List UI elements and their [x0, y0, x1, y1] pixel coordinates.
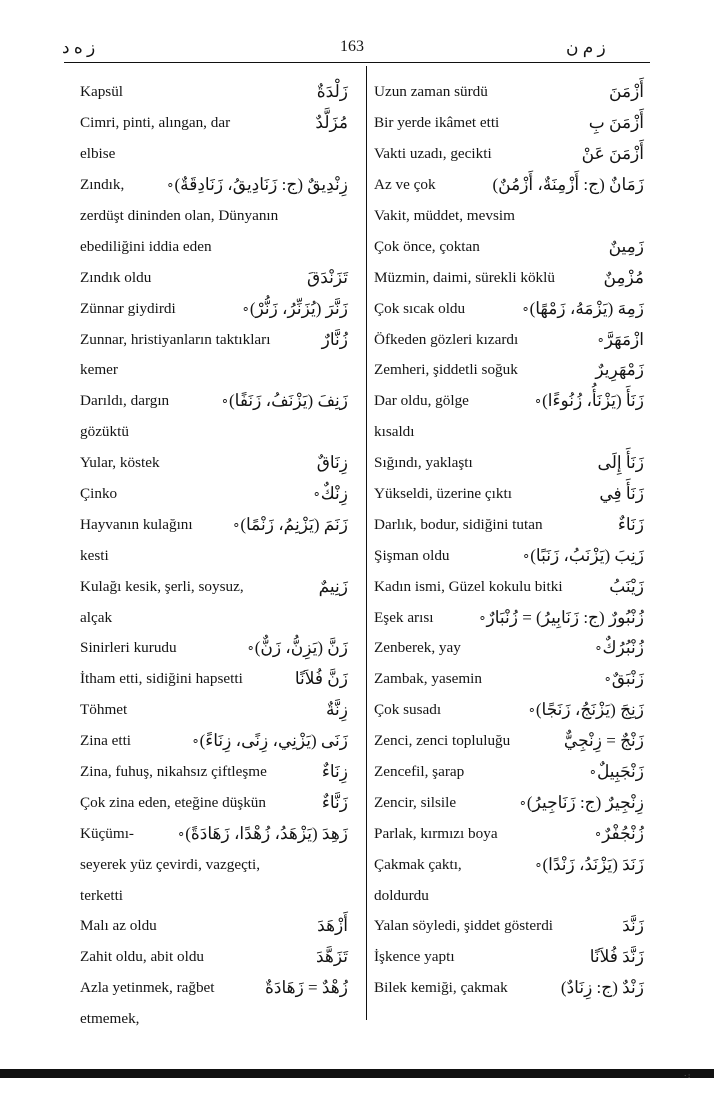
dictionary-line [80, 509, 348, 540]
dictionary-line [80, 77, 348, 108]
entry-bullet-icon: ∘ [518, 794, 527, 810]
scan-bottom-bar [0, 1069, 714, 1078]
dictionary-line [374, 602, 644, 633]
arabic-text: زِنْكٌ [320, 484, 348, 504]
arabic-headword [313, 479, 348, 510]
running-head-left: ز ه د [62, 38, 96, 57]
dictionary-line [80, 664, 348, 695]
turkish-definition: Cimri, pinti, alıngan, dar [80, 114, 231, 132]
turkish-definition: Darlık, bodur, sidiğini tutan [374, 515, 543, 533]
dictionary-line [374, 695, 644, 726]
arabic-text: زَنِفَ (يَزْنَفُ، زَنَفًا) [228, 391, 348, 411]
turkish-definition: Zina, fuhuş, nikahsız çiftleşme [80, 763, 267, 781]
turkish-definition: Bilek kemiği, çakmak [374, 979, 508, 997]
column-divider [366, 66, 367, 1020]
dictionary-line [374, 818, 644, 849]
arabic-text: زَنَأَ فِي [599, 484, 644, 504]
arabic-text: زُهْدٌ = زَهَادَةٌ [264, 978, 348, 998]
dictionary-line [80, 417, 348, 448]
dictionary-line [374, 973, 644, 1004]
arabic-text: زَنَى (يَزْنِي، زِنًى، زِنَاءً) [199, 731, 348, 751]
turkish-definition: alçak [80, 608, 113, 626]
arabic-headword [603, 262, 644, 293]
dictionary-line [80, 726, 348, 757]
dictionary-line [374, 293, 644, 324]
arabic-text: زَنِبَ (يَزْنَبُ، زَنَبًا) [530, 545, 644, 565]
dictionary-line [374, 571, 644, 602]
arabic-headword [317, 448, 348, 479]
turkish-definition: Kulağı kesik, şerli, soysuz, [80, 577, 244, 595]
arabic-text: زَمِهَ (يَزْمَهُ، زَمْهًا) [529, 298, 644, 318]
arabic-text: زَنَاءٌ [617, 514, 644, 534]
arabic-headword [265, 973, 348, 1004]
arabic-headword [618, 509, 644, 540]
turkish-definition: Çok zina eden, eteğine düşkün [80, 793, 266, 811]
turkish-definition: Zambak, yasemin [374, 670, 482, 688]
arabic-text: زَهِدَ (يَزْهَدُ، زُهْدًا، زَهَادَةً) [185, 823, 348, 843]
turkish-definition: kesti [80, 546, 109, 564]
dictionary-line [80, 602, 348, 633]
entry-bullet-icon: ∘ [166, 177, 175, 193]
turkish-definition: Öfkeden gözleri kızardı [374, 330, 519, 348]
arabic-headword [534, 849, 644, 880]
dictionary-line [80, 108, 348, 139]
turkish-definition: Çok sıcak oldu [374, 299, 466, 317]
arabic-headword [597, 324, 644, 355]
dictionary-line [374, 262, 644, 293]
arabic-text: أَزْمَنَ [609, 82, 644, 102]
turkish-definition: Vakit, müddet, mevsim [374, 207, 515, 224]
arabic-text: زَنَدَ (يَزْنَدُ، زَنْدًا) [542, 854, 644, 874]
arabic-text: زَمِينٌ [608, 236, 644, 256]
turkish-definition: Zencefil, şarap [374, 763, 465, 781]
entry-bullet-icon: ∘ [191, 733, 200, 749]
header-rule [64, 62, 650, 63]
entry-bullet-icon: ∘ [241, 300, 250, 316]
dictionary-line [80, 540, 348, 571]
arabic-headword [307, 262, 348, 293]
scan-speckle: · : [684, 1072, 691, 1080]
arabic-text: ازْمَهَرَّ [604, 329, 644, 349]
entry-bullet-icon: ∘ [588, 764, 597, 780]
dictionary-line [80, 1004, 348, 1035]
arabic-text: زَمْهَرِيرٌ [595, 360, 644, 380]
turkish-definition: Az ve çok [374, 176, 436, 194]
dictionary-line [374, 911, 644, 942]
entry-bullet-icon: ∘ [177, 825, 186, 841]
entry-bullet-icon: ∘ [312, 486, 321, 502]
dictionary-line [80, 942, 348, 973]
arabic-text: زِنْجِيرٌ (ج: زَنَاجِيرُ) [526, 792, 644, 812]
dictionary-line [374, 231, 644, 262]
turkish-definition: ebediliğini iddia eden [80, 237, 212, 255]
dictionary-line [374, 139, 644, 170]
entry-bullet-icon: ∘ [594, 640, 603, 656]
arabic-headword [242, 293, 348, 324]
dictionary-line [374, 726, 644, 757]
dictionary-line [80, 880, 348, 911]
dictionary-line [80, 293, 348, 324]
arabic-text: زَنَّ فُلاَنًا [294, 669, 348, 689]
arabic-text: زَنِجَ (يَزْنَجُ، زَنَجًا) [535, 700, 644, 720]
entry-bullet-icon: ∘ [522, 547, 531, 563]
dictionary-line [80, 787, 348, 818]
arabic-headword [232, 509, 348, 540]
arabic-text: زَنَّدَ [622, 916, 644, 936]
arabic-headword [594, 818, 644, 849]
arabic-headword [191, 726, 348, 757]
entry-bullet-icon: ∘ [232, 516, 241, 532]
arabic-headword [604, 664, 644, 695]
turkish-definition: Müzmin, daimi, sürekli köklü [374, 268, 555, 286]
arabic-text: أَزْمَنَ بِ [588, 113, 644, 133]
arabic-text: أَزْمَنَ عَنْ [581, 144, 644, 164]
arabic-headword [561, 973, 644, 1004]
turkish-definition: Kapsül [80, 83, 124, 101]
dictionary-line [374, 355, 644, 386]
dictionary-line [80, 201, 348, 232]
dictionary-line [374, 448, 644, 479]
turkish-definition: Töhmet [80, 701, 128, 719]
arabic-headword [609, 571, 644, 602]
arabic-text: مُزْمِنٌ [603, 267, 644, 287]
dictionary-line [80, 139, 348, 170]
dictionary-line [374, 108, 644, 139]
dictionary-line [80, 262, 348, 293]
entry-bullet-icon: ∘ [533, 393, 543, 409]
arabic-text: زَنْبَقٌ [611, 669, 644, 689]
running-head-right: ز م ن [566, 38, 606, 57]
arabic-headword [319, 571, 348, 602]
turkish-definition: Sinirleri kurudu [80, 639, 177, 657]
dictionary-line [374, 509, 644, 540]
turkish-definition: Uzun zaman sürdü [374, 83, 488, 101]
arabic-text: زُنْبُورٌ (ج: زَنَابِيرُ) = زُنْبَارٌ [486, 607, 644, 627]
arabic-text: زِنَاقٌ [316, 453, 348, 473]
dictionary-line [80, 386, 348, 417]
arabic-text: زُنْجُفْرٌ [602, 823, 644, 843]
arabic-headword [322, 757, 348, 788]
arabic-text: زَيْنَبُ [609, 576, 644, 596]
turkish-definition: Azla yetinmek, rağbet [80, 979, 215, 997]
turkish-definition: Vakti uzadı, gecikti [374, 145, 492, 163]
arabic-headword [166, 170, 348, 201]
arabic-headword [322, 324, 348, 355]
arabic-headword [589, 757, 644, 788]
arabic-headword [317, 77, 348, 108]
arabic-text: زَنَمَ (يَزْنِمُ، زَنْمًا) [240, 514, 348, 534]
arabic-headword [622, 911, 644, 942]
arabic-text: زُنْبُرُكٌ [602, 638, 644, 658]
arabic-text: زَنَّاءٌ [321, 792, 348, 812]
dictionary-line [80, 757, 348, 788]
arabic-headword [564, 726, 644, 757]
dictionary-line [374, 77, 644, 108]
dictionary-line [80, 479, 348, 510]
turkish-definition: elbise [80, 145, 116, 163]
arabic-text: تَزَهَّدَ [316, 947, 348, 967]
entry-bullet-icon: ∘ [478, 609, 487, 625]
arabic-text: زِنَّةٌ [325, 700, 348, 720]
arabic-headword [534, 386, 644, 417]
arabic-text: زَنَّ (يَزِنُّ، زَنٌّ) [254, 638, 348, 658]
entry-bullet-icon: ∘ [527, 702, 536, 718]
arabic-text: زِنْدِيقٌ (ج: زَنَادِيقُ، زَنَادِقَةٌ) [174, 175, 348, 195]
arabic-text: زَنَأَ إِلَى [597, 453, 644, 473]
turkish-definition: İtham etti, sidiğini hapsetti [80, 670, 243, 688]
turkish-definition: Zındık oldu [80, 268, 152, 286]
arabic-headword [317, 911, 348, 942]
left-column [80, 77, 348, 1035]
right-column [374, 77, 644, 1004]
arabic-headword [322, 787, 348, 818]
arabic-headword [589, 108, 644, 139]
arabic-headword [598, 448, 644, 479]
arabic-text: زَنَّدَ فُلاَنًا [589, 947, 644, 967]
dictionary-line [374, 324, 644, 355]
entry-bullet-icon: ∘ [220, 393, 229, 409]
arabic-headword [609, 231, 644, 262]
turkish-definition: terketti [80, 886, 124, 904]
turkish-definition: Yalan söyledi, şiddet gösterdi [374, 917, 554, 935]
dictionary-line [374, 849, 644, 880]
arabic-headword [609, 77, 644, 108]
arabic-text: أَزْهَدَ [317, 916, 348, 936]
dictionary-line [80, 911, 348, 942]
dictionary-line [374, 386, 644, 417]
dictionary-line [374, 417, 644, 448]
arabic-headword [519, 787, 644, 818]
turkish-definition: Çinko [80, 485, 118, 503]
entry-bullet-icon: ∘ [596, 331, 605, 347]
entry-bullet-icon: ∘ [521, 300, 530, 316]
arabic-text: زِنَاءٌ [321, 762, 348, 782]
dictionary-line [374, 757, 644, 788]
dictionary-line [80, 695, 348, 726]
arabic-text: زَنْجٌ = زِنْجِيٌّ [563, 731, 644, 751]
arabic-text: مُزَلَّدٌ [315, 113, 348, 133]
turkish-definition: Çakmak çaktı, [374, 855, 462, 873]
turkish-definition: Zunnar, hristiyanların taktıkları [80, 330, 271, 348]
arabic-headword [326, 695, 348, 726]
dictionary-line [374, 942, 644, 973]
dictionary-line [80, 818, 348, 849]
dictionary-line [80, 231, 348, 262]
arabic-headword [493, 170, 645, 201]
page-number: 163 [340, 38, 364, 55]
turkish-definition: Küçümı- [80, 824, 134, 842]
dictionary-line [80, 571, 348, 602]
arabic-headword [177, 818, 348, 849]
arabic-text: زَلْدَةٌ [316, 82, 348, 102]
turkish-definition: Eşek arısı [374, 608, 434, 626]
dictionary-line [374, 664, 644, 695]
arabic-headword [594, 633, 644, 664]
dictionary-line [80, 324, 348, 355]
turkish-definition: Zemheri, şiddetli soğuk [374, 361, 518, 379]
arabic-headword [478, 602, 644, 633]
turkish-definition: Bir yerde ikâmet etti [374, 114, 500, 132]
turkish-definition: Darıldı, dargın [80, 392, 170, 410]
arabic-headword [295, 664, 348, 695]
arabic-headword [590, 942, 644, 973]
turkish-definition: Çok susadı [374, 701, 442, 719]
turkish-definition: doldurdu [374, 886, 429, 904]
arabic-headword [247, 633, 348, 664]
turkish-definition: Sığındı, yaklaştı [374, 454, 473, 472]
entry-bullet-icon: ∘ [603, 671, 612, 687]
entry-bullet-icon: ∘ [534, 856, 543, 872]
turkish-definition: seyerek yüz çevirdi, vazgeçti, [80, 855, 261, 873]
dictionary-line [374, 479, 644, 510]
turkish-definition: etmemek, [80, 1010, 140, 1028]
arabic-text: زَنَّرَ (يُزَنِّرُ، زَنُّرْ) [249, 298, 348, 318]
arabic-text: زَنِيمٌ [318, 576, 348, 596]
dictionary-line [80, 849, 348, 880]
arabic-text: تَزَنْدَقَ [307, 267, 348, 287]
turkish-definition: Yular, köstek [80, 454, 160, 472]
dictionary-line [374, 540, 644, 571]
turkish-definition: Parlak, kırmızı boya [374, 824, 498, 842]
arabic-headword [599, 479, 644, 510]
arabic-headword [316, 942, 348, 973]
dictionary-line [374, 787, 644, 818]
turkish-definition: Dar oldu, gölge [374, 392, 469, 410]
turkish-definition: kısaldı [374, 423, 415, 441]
turkish-definition: kemer [80, 361, 118, 379]
turkish-definition: Zencir, silsile [374, 793, 457, 811]
arabic-headword [315, 108, 348, 139]
turkish-definition: zerdüşt dininden olan, Dünyanın [80, 207, 279, 224]
dictionary-line [80, 170, 348, 201]
turkish-definition: Zina etti [80, 732, 132, 750]
arabic-headword [522, 540, 644, 571]
turkish-definition: Çok önce, çoktan [374, 237, 480, 255]
turkish-definition: Kadın ismi, Güzel kokulu bitki [374, 577, 563, 595]
dictionary-line [374, 170, 644, 201]
turkish-definition: Zenberek, yay [374, 639, 461, 657]
arabic-headword [595, 355, 644, 386]
turkish-definition: Zenci, zenci topluluğu [374, 732, 511, 750]
dictionary-line [374, 201, 644, 232]
arabic-text: زَنْجَبِيلٌ [596, 762, 644, 782]
arabic-text: زَنَأَ (يَزْنَأُ، زُنُوءًا) [542, 391, 644, 411]
dictionary-line [80, 633, 348, 664]
arabic-headword [521, 293, 644, 324]
turkish-definition: Zındık, [80, 176, 125, 194]
arabic-text: زَنْدٌ (ج: زِنَادٌ) [560, 978, 644, 998]
turkish-definition: Şişman oldu [374, 546, 450, 564]
turkish-definition: Hayvanın kulağını [80, 515, 193, 533]
dictionary-line [80, 973, 348, 1004]
entry-bullet-icon: ∘ [593, 825, 603, 841]
turkish-definition: gözüktü [80, 423, 129, 441]
dictionary-line [80, 355, 348, 386]
turkish-definition: Malı az oldu [80, 917, 157, 935]
arabic-headword [528, 695, 644, 726]
arabic-headword [221, 386, 348, 417]
turkish-definition: Zahit oldu, abit oldu [80, 948, 205, 966]
dictionary-line [80, 448, 348, 479]
turkish-definition: Yükseldi, üzerine çıktı [374, 485, 512, 503]
arabic-text: زَمَانٌ (ج: أَزْمِنَةٌ، أَزْمُنٌ) [492, 175, 644, 195]
arabic-text: زُنَّارٌ [321, 329, 348, 349]
entry-bullet-icon: ∘ [246, 640, 255, 656]
dictionary-line [374, 880, 644, 911]
dictionary-line [374, 633, 644, 664]
arabic-headword [582, 139, 644, 170]
turkish-definition: Zünnar giydirdi [80, 299, 176, 317]
turkish-definition: İşkence yaptı [374, 948, 455, 966]
